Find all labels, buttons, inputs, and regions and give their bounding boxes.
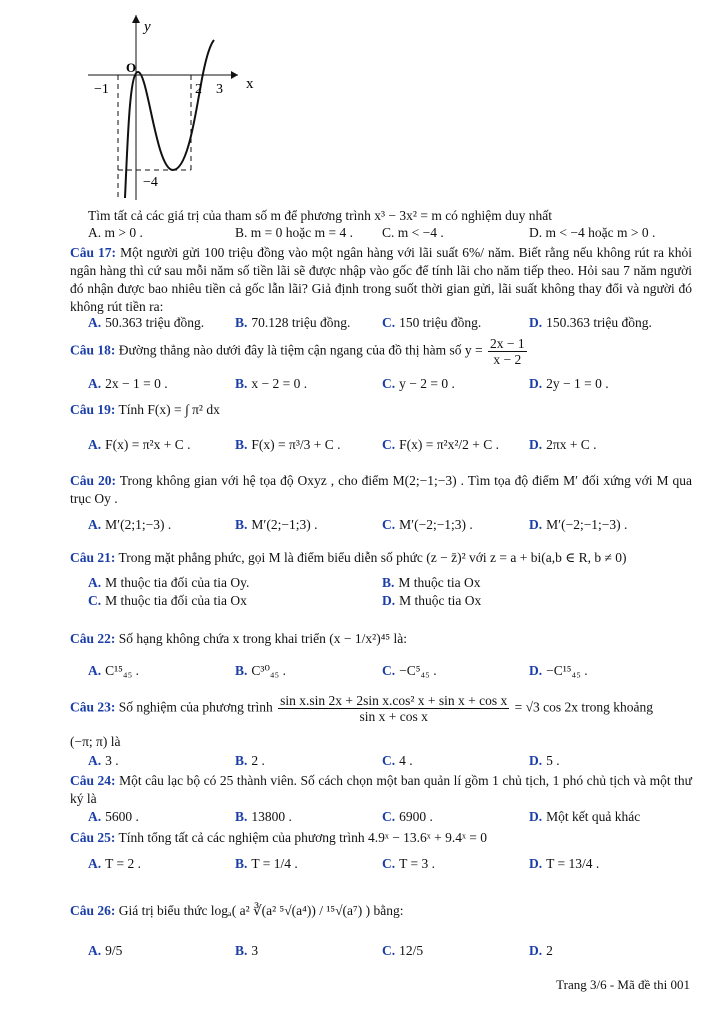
fraction: $\frac{2x - 1}{x - 2}$ [489, 336, 525, 367]
question-17 [70, 244, 692, 316]
option-d[interactable]: D. m < −4 hoặc m > 0 . [529, 225, 656, 240]
fraction: $\frac{\text{sin x.sin 2x + 2sin x.cos² x + sin x + cos x}}{\text{sin x + cos x}}$ [280, 693, 508, 724]
option-c[interactable]: C. 6900 . [382, 809, 433, 824]
option-c[interactable]: C. 12/5 [382, 943, 424, 958]
option-c[interactable]: C. M′(−2;−1;3) . [382, 517, 473, 532]
question-text: Một người gửi 100 triệu đồng vào một ngân hàng với lãi suất 6%/ năm. Biết rằng nếu không rút ra khỏi ngân hàng thì cứ sau mỗi năm số tiền lãi sẽ được nhập vào gốc để tính lãi cho năm tiếp theo. Hỏi sau 7 năm người đó nhận được bao nhiêu tiền cả gốc lẫn lãi? Giả định trong suốt thời gian gửi, lãi suất không thay đổi và người đó không rút tiền ra: [70, 245, 692, 314]
option-c[interactable]: C. −C⁵₄₅ . [382, 663, 437, 678]
q21-options [88, 574, 698, 610]
option-d[interactable]: D. −C¹⁵₄₅ . [529, 663, 588, 678]
question-24 [70, 772, 692, 808]
option-d[interactable]: D. 2πx + C . [529, 437, 597, 452]
option-b[interactable]: B. F(x) = π³/3 + C . [235, 437, 341, 452]
question-26 [70, 902, 692, 920]
option-d[interactable]: D. 2 [529, 943, 553, 958]
cubic-graph [88, 10, 278, 205]
question-text-c: (−π; π) là [70, 734, 121, 749]
option-b[interactable]: B. 13800 . [235, 809, 292, 824]
x-label: x [246, 76, 254, 92]
question-23-cont [70, 733, 692, 751]
option-b[interactable]: B. x − 2 = 0 . [235, 376, 308, 391]
q23-options [88, 752, 698, 770]
option-b[interactable]: B. M′(2;−1;3) . [235, 517, 318, 532]
question-18 [70, 336, 692, 367]
question-22 [70, 630, 692, 648]
question-20 [70, 472, 692, 508]
option-a[interactable]: A. M′(2;1;−3) . [88, 517, 172, 532]
q24-options [88, 808, 698, 826]
y-label: y [144, 19, 151, 35]
option-d[interactable]: D. 5 . [529, 753, 560, 768]
question-text: Một câu lạc bộ có 25 thành viên. Số cách chọn một ban quản lí gồm 1 chủ tịch, 1 phó chủ tịch và một thư ký là [70, 773, 692, 806]
option-d[interactable]: D. M′(−2;−1;−3) . [529, 517, 628, 532]
question-text: Trong mặt phẳng phức, gọi M là điểm biểu diễn số phức (z − z̄)² với z = a + bi(a,b ∈ R, b ≠ 0) [118, 550, 627, 565]
question-label: Câu 20: [70, 473, 116, 488]
option-c[interactable]: C. m < −4 . [382, 225, 444, 240]
q22-options [88, 662, 698, 680]
option-c[interactable]: C. y − 2 = 0 . [382, 376, 455, 391]
question-label: Câu 25: [70, 830, 116, 845]
question-text: Giá trị biểu thức logₐ( a² ∛(a² ⁵√(a⁴)) / ¹⁵√(a⁷) ) bằng: [118, 903, 404, 918]
origin-label: O [126, 60, 137, 75]
question-label: Câu 18: [70, 342, 116, 358]
option-a[interactable]: A. C¹⁵₄₅ . [88, 663, 140, 678]
option-a[interactable]: A. 3 . [88, 753, 119, 768]
q20-options [88, 516, 698, 534]
option-b[interactable]: B. 3 [235, 943, 259, 958]
option-b[interactable]: B. m = 0 hoặc m = 4 . [235, 225, 353, 240]
question-text: Trong không gian với hệ tọa độ Oxyz , cho điểm M(2;−1;−3) . Tìm tọa độ điểm M′ đối xứng với M qua trục Oy . [70, 473, 692, 506]
cubic-curve [125, 40, 214, 198]
option-a[interactable]: A. 2x − 1 = 0 . [88, 376, 168, 391]
question-label: Câu 21: [70, 550, 116, 565]
question-text: Tính tổng tất cả các nghiệm của phương trình 4.9ˣ − 13.6ˣ + 9.4ˣ = 0 [118, 830, 487, 845]
question-text: Số hạng không chứa x trong khai triển (x − 1/x²)⁴⁵ là: [118, 631, 407, 646]
question-text: Đường thẳng nào dưới đây là tiệm cận ngang của đồ thị hàm số y = [118, 342, 483, 358]
q17-options [88, 314, 698, 332]
option-c[interactable]: C. F(x) = π²x²/2 + C . [382, 437, 500, 452]
option-d[interactable]: D. T = 13/4 . [529, 856, 600, 871]
question-label: Câu 22: [70, 631, 116, 646]
question-text: Tính F(x) = ∫ π² dx [118, 402, 220, 417]
option-c[interactable]: C. 150 triệu đồng. [382, 315, 482, 330]
option-b[interactable]: B. M thuộc tia Ox [382, 575, 481, 590]
option-d[interactable]: D. 2y − 1 = 0 . [529, 376, 609, 391]
option-a[interactable]: A. F(x) = π²x + C . [88, 437, 191, 452]
option-d[interactable]: D. M thuộc tia Ox [382, 593, 482, 608]
tick-minus4: −4 [143, 175, 158, 190]
tick-3: 3 [216, 82, 223, 97]
option-a[interactable]: A. 5600 . [88, 809, 139, 824]
question-21 [70, 549, 692, 567]
intro-text: Tìm tất cả các giá trị của tham số m để phương trình x³ − 3x² = m có nghiệm duy nhất [88, 208, 553, 223]
option-a[interactable]: A. T = 2 . [88, 856, 141, 871]
question-label: Câu 24: [70, 773, 116, 788]
q26-options [88, 942, 698, 960]
option-d[interactable]: D. 150.363 triệu đồng. [529, 315, 652, 330]
option-b[interactable]: B. 70.128 triệu đồng. [235, 315, 351, 330]
option-a[interactable]: A. 50.363 triệu đồng. [88, 315, 205, 330]
option-a[interactable]: A. 9/5 [88, 943, 123, 958]
question-label: Câu 26: [70, 903, 116, 918]
option-b[interactable]: B. 2 . [235, 753, 265, 768]
question-25 [70, 829, 692, 847]
intro-options [88, 224, 698, 242]
option-a[interactable]: A. M thuộc tia đối của tia Oy. [88, 575, 250, 590]
tick-2: 2 [195, 82, 202, 97]
question-label: Câu 23: [70, 699, 116, 715]
question-label: Câu 19: [70, 402, 116, 417]
page-footer: Trang 3/6 - Mã đề thi 001 [556, 977, 690, 992]
question-label: Câu 17: [70, 245, 117, 260]
option-c[interactable]: C. 4 . [382, 753, 413, 768]
q25-options [88, 855, 698, 873]
option-d[interactable]: D. Một kết quả khác [529, 809, 641, 824]
y-axis-arrow [132, 15, 140, 23]
option-c[interactable]: C. T = 3 . [382, 856, 435, 871]
tick-minus1: −1 [94, 82, 109, 97]
question-text-b: = √3 cos 2x trong khoảng [514, 699, 654, 715]
x-axis-arrow [231, 71, 238, 79]
option-b[interactable]: B. C³⁰₄₅ . [235, 663, 287, 678]
q19-options [88, 436, 698, 454]
question-23 [70, 693, 692, 724]
intro-question [88, 207, 698, 224]
q18-options [88, 375, 698, 393]
option-b[interactable]: B. T = 1/4 . [235, 856, 298, 871]
option-c[interactable]: C. M thuộc tia đối của tia Ox [88, 593, 247, 608]
question-19 [70, 401, 692, 419]
option-a[interactable]: A. m > 0 . [88, 225, 143, 240]
question-text: Số nghiệm của phương trình [118, 699, 273, 715]
